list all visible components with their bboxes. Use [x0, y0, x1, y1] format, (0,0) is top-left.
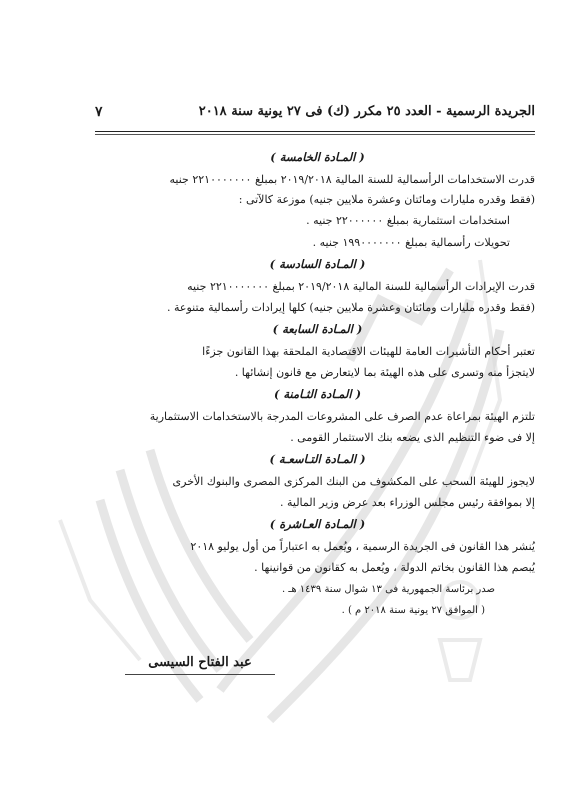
article-10-line-1: يُنشر هذا القانون فى الجريدة الرسمية ، ويُعمل به اعتباراً من أول يوليو ٢٠١٨ — [190, 540, 535, 553]
article-10-heading: ( المـادة العـاشرة ) — [269, 517, 366, 531]
header-title: الجريدة الرسمية - العدد ٢٥ مكرر (ك) فى ٢٧ يونية سنة ٢٠١٨ — [198, 104, 535, 119]
page-header — [95, 104, 535, 126]
article-8-line-1: تلتزم الهيئة بمراعاة عدم الصرف على المشروعات المدرجة بالاستخدامات الاستثمارية — [149, 410, 535, 423]
article-8-heading: ( المـادة الثـامنة ) — [273, 387, 362, 401]
article-5-line-2: (فقط وقدره مليارات ومائتان وعشرة ملايين جنيه) موزعة كالآتى : — [238, 193, 535, 206]
issued-date-hijri: صدر برئاسة الجمهورية فى ١٣ شوال سنة ١٤٣٩ هـ . — [282, 584, 495, 595]
article-6-line-2: (فقط وقدره مليارات ومائتان وعشرة ملايين جنيه) كلها إيرادات رأسمالية متنوعة . — [167, 301, 535, 314]
president-signature: عبد الفتاح السيسى — [148, 655, 252, 670]
article-9-line-2: إلا بموافقة رئيس مجلس الوزراء بعد عرض وزير المالية . — [279, 496, 535, 509]
article-7-heading: ( المـادة السابعة ) — [272, 322, 363, 336]
article-9-heading: ( المـادة التـاسعـة ) — [269, 452, 366, 466]
signature-underline — [125, 674, 275, 675]
article-9-line-1: لايجوز للهيئة السحب على المكشوف من البنك المركزى المصرى والبنوك الأخرى — [172, 475, 535, 488]
article-6-heading: ( المـادة السادسة ) — [269, 257, 366, 271]
article-5-line-1: قدرت الاستخدامات الرأسمالية للسنة المالية ٢٠١٩/٢٠١٨ بمبلغ ٢٢١٠٠٠٠٠٠٠ جنيه — [169, 173, 535, 186]
article-6-line-1: قدرت الإيرادات الرأسمالية للسنة المالية ٢٠١٩/٢٠١٨ بمبلغ ٢٢١٠٠٠٠٠٠٠ جنيه — [187, 280, 535, 293]
header-rule — [95, 131, 535, 132]
article-5-heading: ( المـادة الخامسة ) — [270, 150, 365, 164]
article-10-line-2: يُبصم هذا القانون بخاتم الدولة ، ويُعمل به كقانون من قوانينها . — [254, 561, 535, 574]
article-7-line-1: تعتبر أحكام التأشيرات العامة للهيئات الاقتصادية الملحقة بهذا القانون جزءًا — [202, 345, 535, 358]
article-7-line-2: لايتجزأ منه وتسرى على هذه الهيئة بما لايتعارض مع قانون إنشائها . — [234, 366, 535, 379]
article-5-line-3: استخدامات استثمارية بمبلغ ٢٢٠٠٠٠٠٠ جنيه . — [306, 214, 510, 227]
issued-date-gregorian: ( الموافق ٢٧ يونية سنة ٢٠١٨ م ) . — [341, 605, 485, 616]
page-number: ٧ — [95, 104, 103, 120]
article-5-line-4: تحويلات رأسمالية بمبلغ ١٩٩٠٠٠٠٠٠٠ جنيه . — [312, 236, 510, 249]
header-rule-thin — [95, 134, 535, 135]
article-8-line-2: إلا فى ضوء التنظيم الذى يضعه بنك الاستثمار القومى . — [290, 431, 535, 444]
